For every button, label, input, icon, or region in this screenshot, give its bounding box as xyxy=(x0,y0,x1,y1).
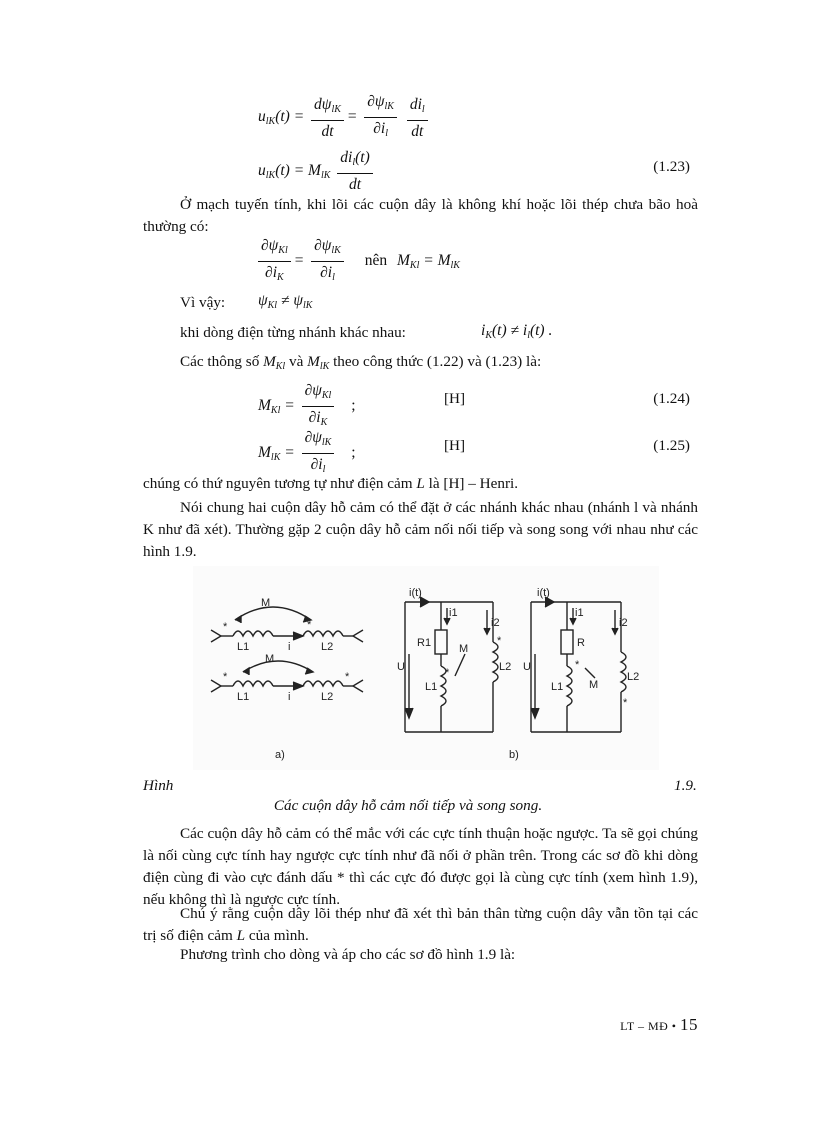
equation-ulk-derivative: $u_{lK}(t)$ = $\frac{d\psi_{lK}}{dt}$ = $\frac{\partial\psi_{lK}}{\partial i_l}$ $\frac{di_l}{dt}$ xyxy=(258,92,431,143)
svg-text:L1: L1 xyxy=(551,681,564,693)
label-part-b: b) xyxy=(509,749,519,761)
caption-number: 1.9. xyxy=(674,777,697,794)
svg-text:i(t): i(t) xyxy=(409,587,422,599)
equation-psi-neq: $\psi_{Kl} \ne \psi_{lK}$ xyxy=(258,292,313,311)
caption-title: Các cuộn dây hỗ cảm nối tiếp và song song. xyxy=(273,797,543,814)
page-footer xyxy=(620,1015,698,1035)
label-M-top: M xyxy=(261,597,271,609)
series-coils-opposing xyxy=(211,661,363,692)
svg-text:*: * xyxy=(223,671,228,683)
svg-text:*: * xyxy=(223,621,228,633)
equation-1-23: $u_{lK}(t) = M_{lK}$ $\frac{di_l(t)}{dt}$ xyxy=(258,148,376,194)
text-cac-thong-so: Các thông số $M_{Kl}$ và $M_{lK}$ theo công thức (1.22) và (1.23) là: xyxy=(180,353,542,372)
unit-1-24: [H] xyxy=(444,390,466,407)
series-coils-aiding xyxy=(211,607,363,642)
svg-text:i2: i2 xyxy=(619,617,628,629)
equation-number-1-23: (1.23) xyxy=(653,158,690,175)
paragraph-chu-y: Chú ý rằng cuộn dây lõi thép như đã xét thì bản thân từng cuộn dây vẫn tồn tại các trị số điện cảm L của mình. xyxy=(143,905,698,944)
svg-text:*: * xyxy=(345,671,350,683)
svg-text:*: * xyxy=(497,635,502,647)
equation-number-1-25: (1.25) xyxy=(653,437,690,454)
equation-1-25: $M_{lK}$ = $\frac{\partial\psi_{lK}}{\partial i_l}$ ; xyxy=(258,429,356,475)
svg-text:L2: L2 xyxy=(321,641,334,653)
svg-text:i1: i1 xyxy=(575,607,584,619)
paragraph-phuong-trinh: Phương trình cho dòng và áp cho các sơ đồ hình 1.9 là: xyxy=(180,946,516,963)
text-khi-dong: khi dòng điện từng nhánh khác nhau: xyxy=(180,324,406,341)
footer-label: LT – MĐ • xyxy=(620,1019,677,1033)
svg-text:i1: i1 xyxy=(449,607,458,619)
svg-text:M: M xyxy=(589,679,599,691)
svg-text:*: * xyxy=(307,619,312,631)
caption-hinh: Hình xyxy=(143,777,174,794)
svg-text:L2: L2 xyxy=(321,691,334,703)
circuit-diagram xyxy=(193,566,659,770)
svg-text:*: * xyxy=(623,697,628,709)
equation-1-24: $M_{Kl}$ = $\frac{\partial\psi_{Kl}}{\partial i_K}$ ; xyxy=(258,382,356,428)
svg-text:L1: L1 xyxy=(425,681,438,693)
equation-i-neq: $i_K(t) \ne i_l(t)$ . xyxy=(481,322,553,341)
svg-text:M: M xyxy=(459,643,469,655)
paragraph-linear-circuit: Ở mạch tuyến tính, khi lõi các cuộn dây là không khí hoặc lõi thép chưa bão hoà thường có: xyxy=(143,196,698,235)
svg-text:R1: R1 xyxy=(417,637,432,649)
svg-text:i(t): i(t) xyxy=(537,587,550,599)
svg-text:L2: L2 xyxy=(627,671,640,683)
svg-text:U: U xyxy=(397,661,405,673)
svg-text:*: * xyxy=(575,659,580,671)
svg-text:U: U xyxy=(523,661,531,673)
page-number: 15 xyxy=(680,1015,698,1034)
svg-text:i: i xyxy=(288,641,291,653)
text-chung-co: chúng có thứ nguyên tương tự như điện cảm L là [H] – Henri. xyxy=(143,475,519,492)
svg-text:*: * xyxy=(445,667,450,679)
svg-text:L2: L2 xyxy=(499,661,512,673)
paragraph-cac-cuon-day: Các cuộn dây hỗ cảm có thể mắc với các cực tính thuận hoặc ngược. Ta sẽ gọi chúng là nối cùng cực tính hay ngược cực tính như đã nối ở phần trên. Trong các sơ đồ khi dòng điện cùng đi vào cực đánh dấu * thì các cực đó được gọi là cùng cực tính (xem hình 1.9), nếu không thì là ngược cực tính. xyxy=(143,825,698,908)
svg-text:i2: i2 xyxy=(491,617,500,629)
svg-text:L1: L1 xyxy=(237,691,250,703)
equation-number-1-24: (1.24) xyxy=(653,390,690,407)
text-vi-vay: Vì vậy: xyxy=(180,294,226,311)
text-nen: nên xyxy=(364,252,388,270)
svg-text:L1: L1 xyxy=(237,641,250,653)
paragraph-noi-chung: Nói chung hai cuộn dây hỗ cảm có thể đặt ở các nhánh khác nhau (nhánh l và nhánh K như đã xét). Thường gặp 2 cuộn dây hỗ cảm nối nối tiếp và song song với nhau như các hình 1.9. xyxy=(143,499,698,560)
label-part-a: a) xyxy=(275,749,285,761)
label-M-bottom: M xyxy=(265,653,275,665)
svg-text:i: i xyxy=(288,691,291,703)
unit-1-25: [H] xyxy=(444,437,466,454)
equation-symmetry: $\frac{\partial\psi_{Kl}}{\partial i_K}$ = $\frac{\partial\psi_{lK}}{\partial i_l}$ nên $M_{Kl} = M_{lK}$ xyxy=(255,236,460,287)
figure-1-9 xyxy=(193,566,659,770)
svg-text:R: R xyxy=(577,637,585,649)
